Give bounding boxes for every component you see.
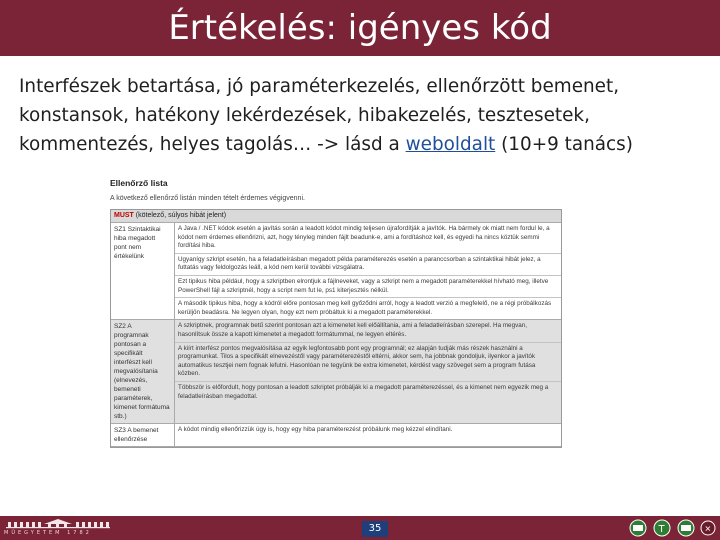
row-label: SZ1 Szintaktikai hiba megadott pont nem értékelünk xyxy=(111,223,175,319)
body-suffix: (10+9 tanács) xyxy=(495,134,633,155)
svg-text:T: T xyxy=(658,524,665,535)
checklist-intro: A következő ellenőrző listán minden tételt érdemes végigvenni. xyxy=(110,195,305,202)
row-paragraph: A Java / .NET kódok esetén a javítás során a leadott kódot mindig teljesen újrafordítják a javítók. Ha bármely ok miatt nem fordul le, a kódot nem érdemes ellenőrizni, azt, hogy tényleg minden fájlt beadunk-e, ami a fordításhoz kell, és egyedi ha nincs köztük semmi fordítási hiba. xyxy=(175,223,561,254)
must-description: (kötelező, súlyos hibát jelent) xyxy=(133,212,227,219)
table-row xyxy=(111,320,561,424)
slide-body xyxy=(19,72,709,159)
must-header xyxy=(111,210,561,223)
row-paragraph: A szkriptnek, programnak betű szerint pontosan azt a kimenetet kell előállítania, ami a feladatleírásban szerepel. Ha megvan, hasonlítsuk össze a kapott kimenetet a megadott formátummal, ne legyen eltérés. xyxy=(175,320,561,342)
row-paragraph: A második tipikus hiba, hogy a kódról előre pontosan meg kell győződni arról, hogy a leadott verzió a megfelelő, ne a régi próbálkozás kerüljön beadásra. Ne legyen olyan, hogy ezt nem próbáltuk ki a megadott paraméterekkel. xyxy=(178,300,552,316)
row-paragraph: Ezt tipikus hiba például, hogy a szkriptben elrontjuk a fájlneveket, vagy a szkript nem a megadott paraméterekkel hívható meg, illetve PowerShell fájl a szkriptnél, hogy a script nem fut le, ps1 kiterjesztés nélkül. xyxy=(175,276,561,298)
row-content xyxy=(175,320,561,423)
ftsrg-logo-icon xyxy=(628,517,718,539)
row-paragraph: A kiírt interfész pontos megvalósítása az egyik legfontosabb pont egy programnál; ez alapján tudják más részek használni a programunkat. Tilos a specifikált elnevezéstől vagy paraméterezéstől eltérni, akkor sem, ha jobbnak gondoljuk, ilyenkor a javítók automatikus tesztjei nem fognak lefutni. Hasonlóan ne tegyünk be extra kimenetet, kérdést vagy szöveget sem a program futása közben. xyxy=(175,343,561,382)
university-logo-text: MŰEGYETEM 1782 xyxy=(4,530,92,536)
row-label: SZ2 A programnak pontosan a specifikált interfészt kell megvalósítania (elnevezés, bemeneti paraméterek, kimenet formátuma stb.) xyxy=(111,320,175,423)
footer-bar xyxy=(0,516,720,540)
embedded-checklist-screenshot xyxy=(108,178,568,496)
table-row xyxy=(111,424,561,447)
university-logo xyxy=(4,518,114,538)
row-content xyxy=(175,424,561,446)
checklist-table xyxy=(110,209,562,448)
body-text: Interfészek betartása, jó paraméterkezelés, ellenőrzött bemenet, konstansok, hatékony lekérdezések, hibakezelés, tesztesetek, kommentezés, helyes tagolás… -> lásd a xyxy=(19,76,620,155)
table-row xyxy=(111,223,561,320)
page-number: 35 xyxy=(362,521,388,537)
row-label: SZ3 A bemenet ellenőrzése xyxy=(111,424,175,446)
checklist-title: Ellenőrző lista xyxy=(110,178,168,188)
slide-title: Értékelés: igényes kód xyxy=(168,8,552,48)
slide-title-bar xyxy=(0,0,720,56)
svg-text:✕: ✕ xyxy=(704,524,712,534)
weboldalt-link[interactable]: weboldalt xyxy=(405,134,496,155)
row-paragraph: A kódot mindig ellenőrizzük úgy is, hogy egy hiba paraméterezést próbálunk meg kézzel elindítani. xyxy=(178,426,453,434)
must-label: MUST xyxy=(114,212,134,219)
row-paragraph: Többször is előfordult, hogy pontosan a leadott szkriptet próbálják ki a megadott paraméterezéssel, és a kimenet nem egyezik meg a feladatleírásban megadottal. xyxy=(178,383,549,400)
research-group-logos xyxy=(628,517,718,539)
row-paragraph: Ugyanígy szkript esetén, ha a feladatleírásban megadott példa paraméterezés esetén a paranccsorban a szintaktikai hibát jelez, a futtatás vagy feldolgozás leáll, a kód nem kerül további vizsgálatra. xyxy=(175,254,561,276)
row-content xyxy=(175,223,561,319)
